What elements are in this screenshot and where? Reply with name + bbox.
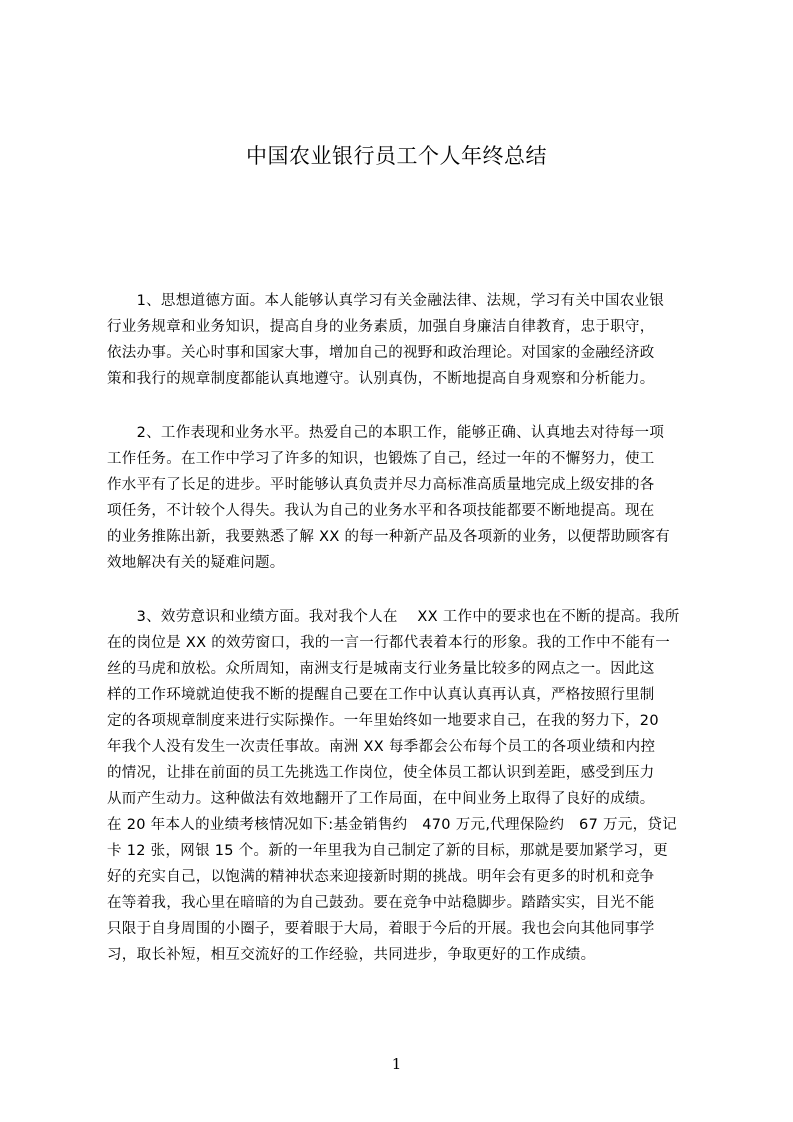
text-line: 效地解决有关的疑难问题。 xyxy=(107,555,285,571)
document-title: 中国农业银行员工个人年终总结 xyxy=(246,144,547,168)
text-line: 工作任务。在工作中学习了许多的知识，也锻炼了自己，经过一年的不懈努力，使工 xyxy=(107,451,655,467)
text-line: 在 20 年本人的业绩考核情况如下:基金销售约 470 万元,代理保险约 67 万元，贷记 xyxy=(107,817,678,833)
text-line: 丝的马虎和放松。众所周知，南洲支行是城南支行业务量比较多的网点之一。因此这 xyxy=(107,661,655,677)
text-line: 策和我行的规章制度都能认真地遵守。认别真伪，不断地提高自身观察和分析能力。 xyxy=(107,371,655,387)
text-line: 作水平有了长足的进步。平时能够认真负责并尽力高标准高质量地完成上级安排的各 xyxy=(107,477,655,493)
text-line: 习，取长补短，相互交流好的工作经验，共同进步，争取更好的工作成绩。 xyxy=(107,947,596,963)
paragraph-ideology xyxy=(107,288,711,392)
text-line: 在的岗位是 XX 的效劳窗口，我的一言一行都代表着本行的形象。我的工作中不能有一 xyxy=(107,635,671,651)
text-line: 从而产生动力。这种做法有效地翻开了工作局面，在中间业务上取得了良好的成绩。 xyxy=(107,791,655,807)
text-line: 1、思想道德方面。本人能够认真学习有关金融法律、法规，学习有关中国农业银 xyxy=(107,293,665,309)
page-number: 1 xyxy=(391,1055,402,1073)
text-line: 定的各项规章制度来进行实际操作。一年里始终如一地要求自己，在我的努力下，20 xyxy=(107,713,659,729)
text-line: 依法办事。关心时事和国家大事，增加自己的视野和政治理论。对国家的金融经济政 xyxy=(107,345,655,361)
text-line: 好的充实自己，以饱满的精神状态来迎接新时期的挑战。明年会有更多的时机和竞争 xyxy=(107,869,655,885)
text-line: 的情况，让排在前面的员工先挑选工作岗位，使全体员工都认识到差距，感受到压力 xyxy=(107,765,655,781)
text-line: 2、工作表现和业务水平。热爱自己的本职工作，能够正确、认真地去对待每一项 xyxy=(107,425,665,441)
text-line: 的业务推陈出新，我要熟悉了解 XX 的每一种新产品及各项新的业务，以便帮助顾客有 xyxy=(107,529,671,545)
paragraph-work-performance xyxy=(107,420,711,576)
text-line: 在等着我，我心里在暗暗的为自己鼓劲。要在竞争中站稳脚步。踏踏实实，目光不能 xyxy=(107,895,655,911)
text-line: 卡 12 张，网银 15 个。新的一年里我为自己制定了新的目标，那就是要加紧学习，更 xyxy=(107,843,668,859)
text-line: 3、效劳意识和业绩方面。我对我个人在 XX 工作中的要求也在不断的提高。我所 xyxy=(107,609,680,625)
text-line: 年我个人没有发生一次责任事故。南洲 XX 每季都会公布每个员工的各项业绩和内控 xyxy=(107,739,656,755)
text-line: 行业务规章和业务知识，提高自身的业务素质，加强自身廉洁自律教育，忠于职守， xyxy=(107,319,655,335)
text-line: 样的工作环境就迫使我不断的提醒自己要在工作中认真认真再认真，严格按照行里制 xyxy=(107,687,655,703)
text-line: 项任务，不计较个人得失。我认为自己的业务水平和各项技能都要不断地提高。现在 xyxy=(107,503,655,519)
text-line: 只限于自身周围的小圈子，要着眼于大局，着眼于今后的开展。我也会向其他同事学 xyxy=(107,921,655,937)
paragraph-service-results xyxy=(107,604,711,968)
